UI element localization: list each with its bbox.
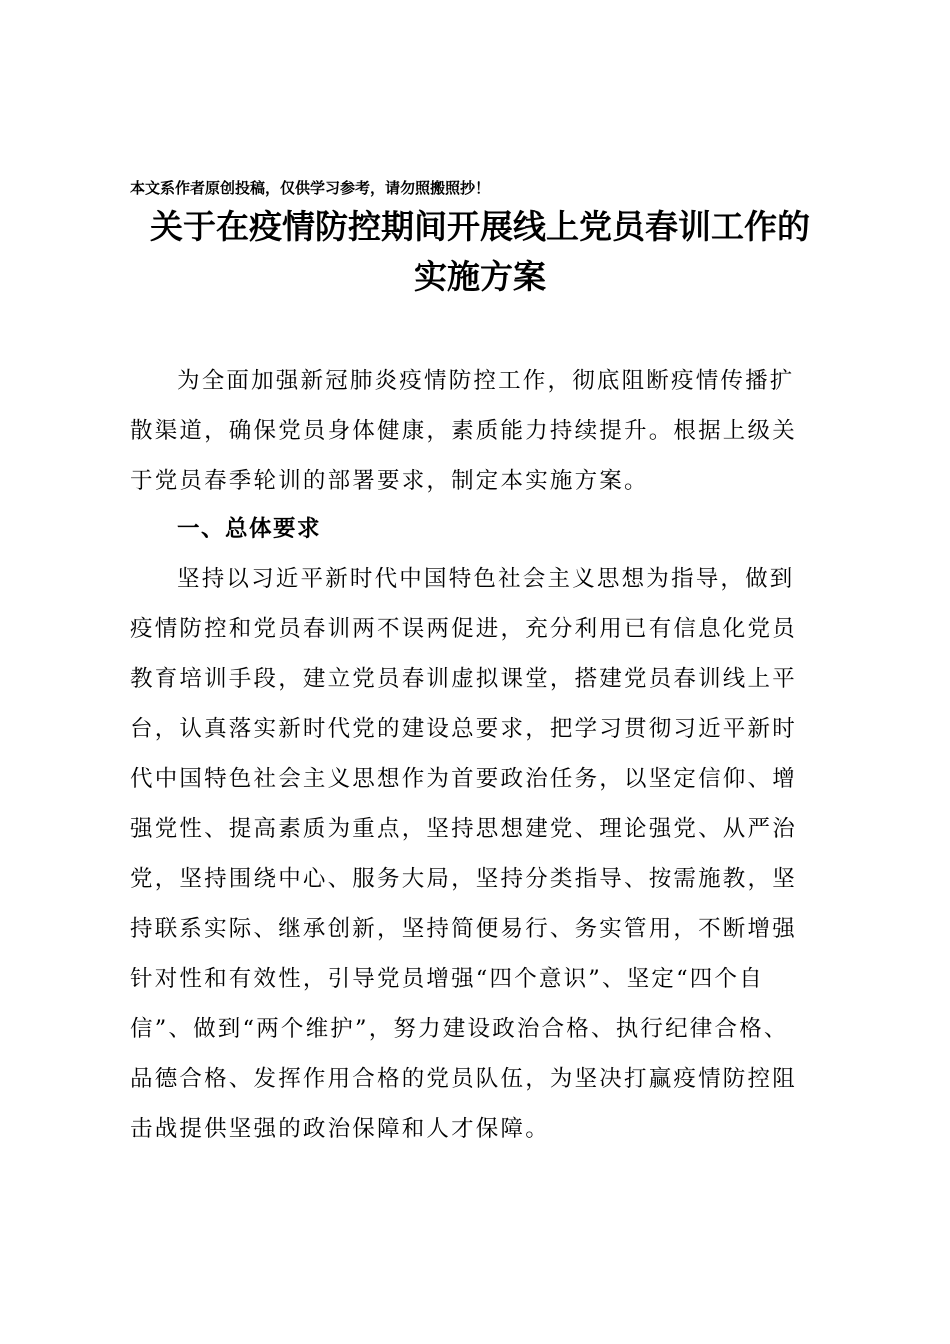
section-paragraph-line: 教育培训手段，建立党员春训虚拟课堂，搭建党员春训线上平 bbox=[130, 666, 797, 692]
section-paragraph-line: 品德合格、发挥作用合格的党员队伍，为坚决打赢疫情防控阻 bbox=[130, 1066, 797, 1092]
section-paragraph-line: 信”、做到“两个维护”，努力建设政治合格、执行纪律合格、 bbox=[130, 1016, 789, 1042]
copyright-notice: 本文系作者原创投稿，仅供学习参考，请勿照搬照抄！ bbox=[130, 179, 491, 197]
section-paragraph-line: 持联系实际、继承创新，坚持简便易行、务实管用，不断增强 bbox=[130, 916, 797, 942]
intro-paragraph-line: 为全面加强新冠肺炎疫情防控工作，彻底阻断疫情传播扩 bbox=[177, 368, 795, 394]
document-title-line-1: 关于在疫情防控期间开展线上党员春训工作的 bbox=[150, 207, 810, 246]
document-title-line-2: 实施方案 bbox=[414, 257, 546, 296]
intro-paragraph-line: 散渠道，确保党员身体健康，素质能力持续提升。根据上级关 bbox=[130, 418, 797, 444]
section-heading-general-requirements: 一、总体要求 bbox=[177, 516, 322, 542]
intro-paragraph-line: 于党员春季轮训的部署要求，制定本实施方案。 bbox=[130, 468, 649, 494]
section-paragraph-line: 代中国特色社会主义思想作为首要政治任务，以坚定信仰、增 bbox=[130, 766, 797, 792]
section-paragraph-line: 针对性和有效性，引导党员增强“四个意识”、坚定“四个自 bbox=[130, 966, 764, 992]
section-paragraph-line: 击战提供坚强的政治保障和人才保障。 bbox=[130, 1116, 550, 1142]
section-paragraph-line: 疫情防控和党员春训两不误两促进，充分利用已有信息化党员 bbox=[130, 616, 797, 642]
section-paragraph-line: 台，认真落实新时代党的建设总要求，把学习贯彻习近平新时 bbox=[130, 716, 797, 742]
section-paragraph-line: 强党性、提高素质为重点，坚持思想建党、理论强党、从严治 bbox=[130, 816, 797, 842]
section-paragraph-line: 坚持以习近平新时代中国特色社会主义思想为指导，做到 bbox=[177, 566, 795, 592]
section-paragraph-line: 党，坚持围绕中心、服务大局，坚持分类指导、按需施教，坚 bbox=[130, 866, 797, 892]
